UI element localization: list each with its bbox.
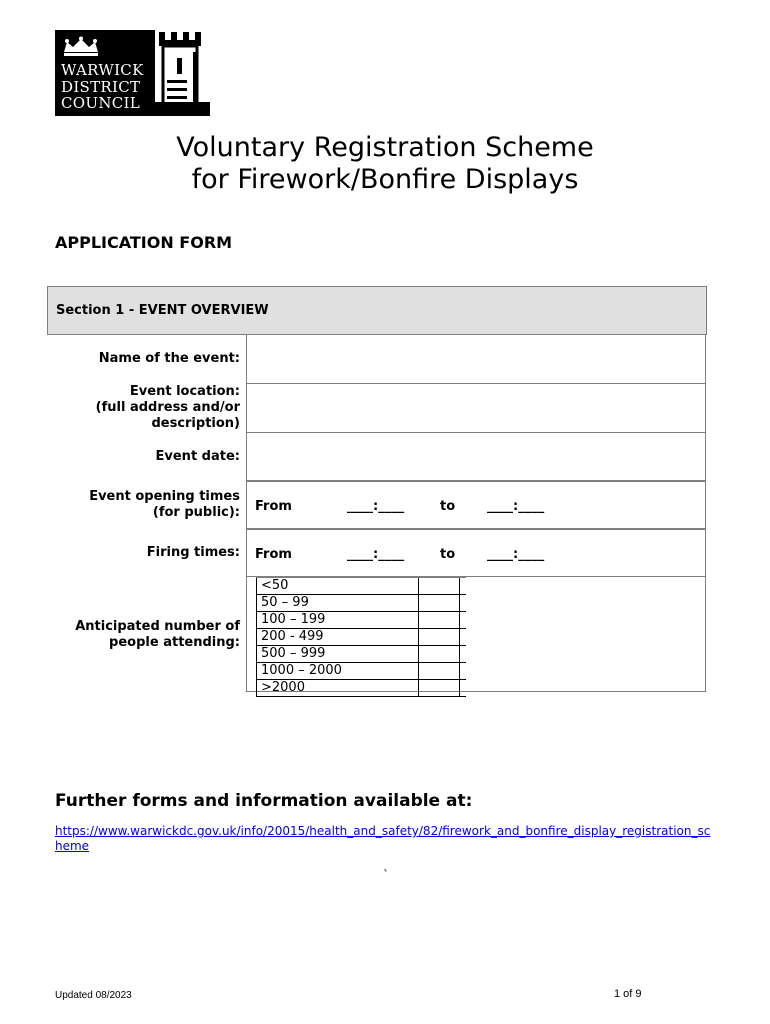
attendance-options (256, 577, 466, 697)
firing-to-blank[interactable]: ____:____ (487, 547, 545, 562)
attendance-checkbox[interactable] (419, 578, 460, 594)
event-location-label (96, 384, 240, 432)
attendance-option-label: >2000 (256, 680, 419, 696)
logo-line-1: WARWICK (61, 61, 144, 79)
council-logo (55, 30, 210, 116)
logo-block (55, 30, 164, 116)
attendance-option (256, 646, 466, 663)
opening-times-label (89, 489, 240, 521)
attendance-label-line-1: Anticipated number of (75, 619, 240, 634)
attendance-option (256, 680, 466, 697)
title-line-1: Voluntary Registration Scheme (176, 132, 594, 163)
attendance-checkbox[interactable] (419, 663, 460, 679)
location-label-line-3: description) (151, 416, 240, 431)
section-1-title: Section 1 - EVENT OVERVIEW (56, 303, 269, 318)
section-1-header (47, 286, 707, 335)
further-info-heading: Further forms and information available at: (55, 791, 473, 811)
stray-mark: ` (383, 868, 389, 882)
crown-icon (61, 36, 101, 58)
tower-icon (155, 30, 210, 116)
document-title (0, 132, 770, 196)
opening-label-line-2: (for public): (152, 505, 240, 520)
attendance-checkbox[interactable] (419, 680, 460, 696)
footer-page-number: 1 of 9 (614, 988, 642, 1000)
event-name-field[interactable] (246, 334, 706, 384)
location-label-line-2: (full address and/or (95, 400, 240, 415)
firing-from-label: From (255, 547, 292, 562)
logo-line-3: COUNCIL (61, 94, 141, 112)
footer-updated: Updated 08/2023 (55, 990, 132, 1001)
attendance-option (256, 629, 466, 646)
attendance-label-line-2: people attending: (109, 635, 240, 650)
attendance-option-label: 50 – 99 (256, 595, 419, 611)
opening-to-label: to (440, 499, 456, 514)
logo-line-2: DISTRICT (61, 77, 141, 96)
firing-from-blank[interactable]: ____:____ (347, 547, 405, 562)
opening-times-field[interactable] (246, 481, 706, 529)
attendance-option-label: 200 - 499 (256, 629, 419, 645)
attendance-checkbox[interactable] (419, 629, 460, 645)
firing-times-label: Firing times: (146, 545, 240, 560)
opening-to-blank[interactable]: ____:____ (487, 499, 545, 514)
event-date-label: Event date: (155, 449, 240, 464)
logo-text (61, 62, 144, 112)
firing-to-label: to (440, 547, 456, 562)
form-heading: APPLICATION FORM (55, 233, 233, 252)
firing-times-field[interactable] (246, 529, 706, 577)
opening-from-blank[interactable]: ____:____ (347, 499, 405, 514)
attendance-option (256, 595, 466, 612)
further-info-link[interactable]: https://www.warwickdc.gov.uk/info/20015/health_and_safety/82/firework_and_bonfire_display_registration_scheme (55, 824, 711, 853)
event-location-field[interactable] (246, 384, 706, 433)
opening-label-line-1: Event opening times (89, 489, 240, 504)
event-date-field[interactable] (246, 433, 706, 481)
title-line-2: for Firework/Bonfire Displays (191, 164, 579, 195)
attendance-option-label: 100 – 199 (256, 612, 419, 628)
attendance-label (75, 619, 240, 651)
attendance-option-label: 1000 – 2000 (256, 663, 419, 679)
attendance-option-label: <50 (256, 578, 419, 594)
opening-from-label: From (255, 499, 292, 514)
location-label-line-1: Event location: (129, 384, 240, 399)
attendance-option (256, 577, 466, 595)
attendance-option (256, 612, 466, 629)
attendance-checkbox[interactable] (419, 595, 460, 611)
attendance-option-label: 500 – 999 (256, 646, 419, 662)
attendance-checkbox[interactable] (419, 612, 460, 628)
event-name-label: Name of the event: (98, 351, 240, 366)
attendance-checkbox[interactable] (419, 646, 460, 662)
attendance-option (256, 663, 466, 680)
